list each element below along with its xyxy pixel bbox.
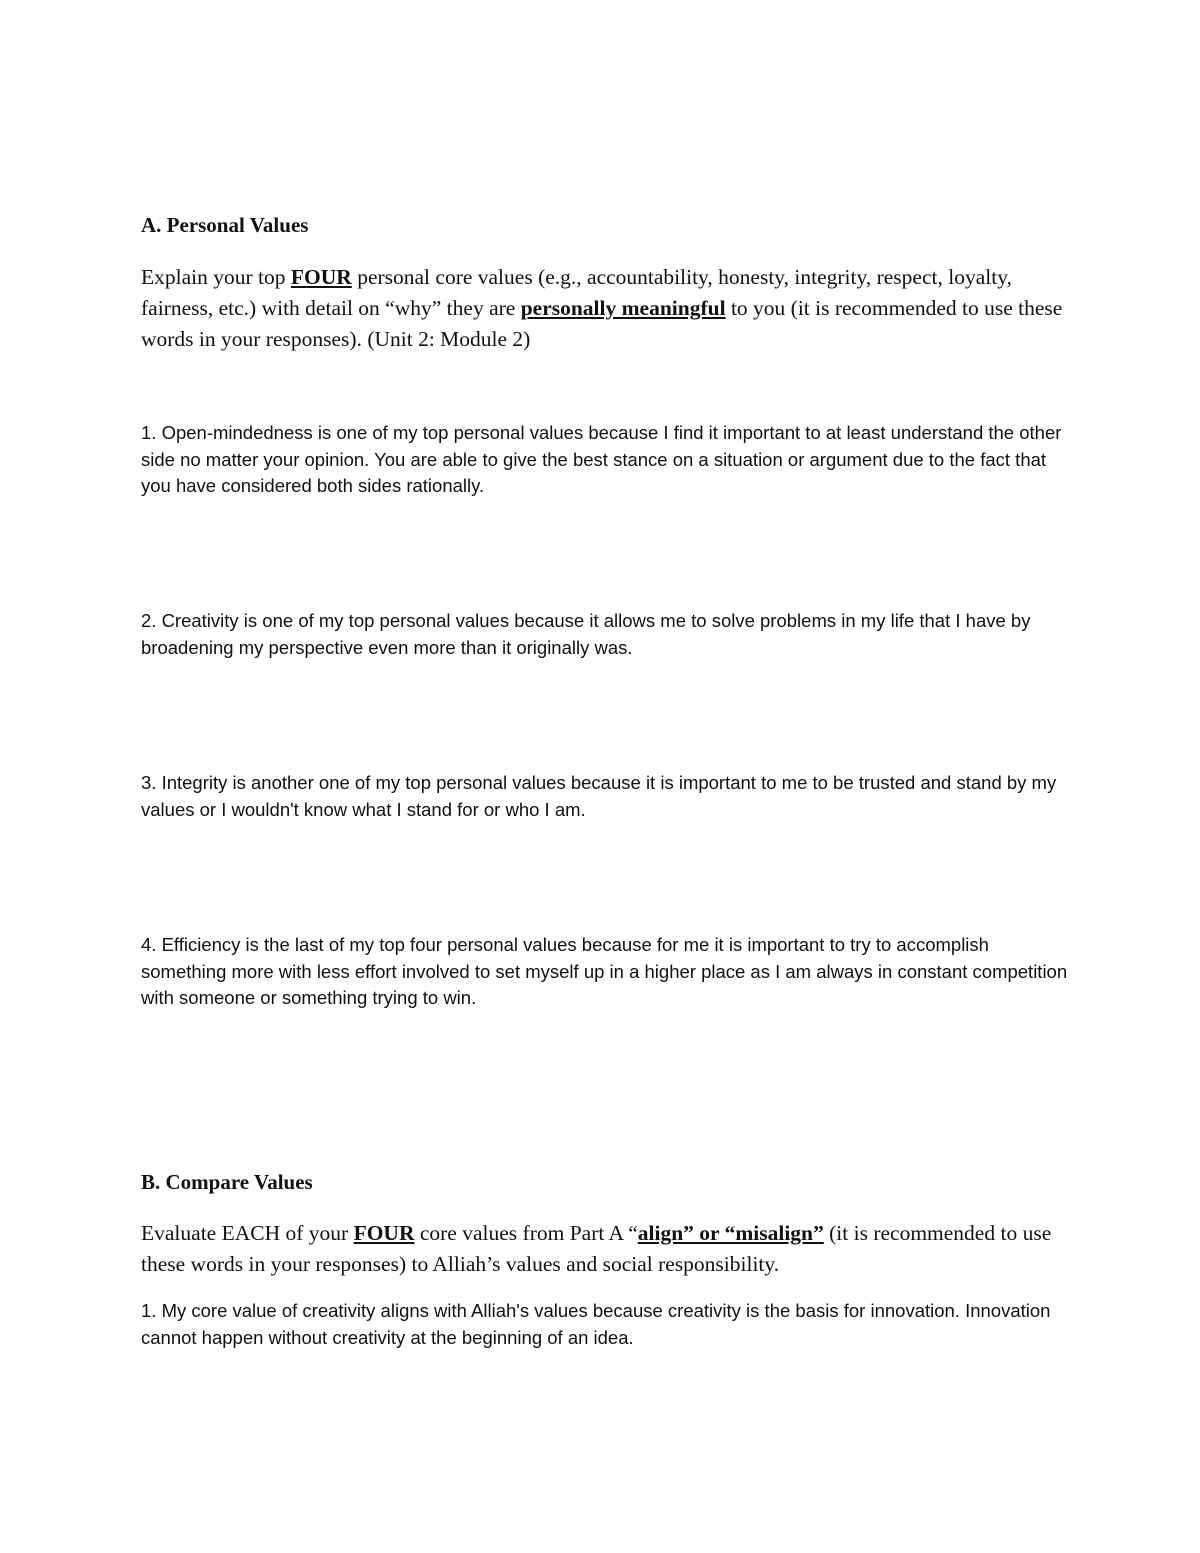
section-a-prompt-text-1: Explain your top xyxy=(141,265,291,289)
section-a-heading: A. Personal Values xyxy=(141,213,309,237)
section-b-prompt xyxy=(141,1218,1081,1280)
section-a-prompt-text-2: personal core values (e.g., accountability, honesty, integrity, respect, loyalty, fairness, etc.) with detail on “why” they are xyxy=(141,265,1012,320)
section-b-answer-1: 1. My core value of creativity aligns with Alliah's values because creativity is the basis for innovation. Innovation cannot happen without creativity at the beginning of an idea. xyxy=(141,1300,1051,1348)
section-b-prompt-emphasis-align: align” or “misalign” xyxy=(637,1221,824,1245)
section-a-answer-2: 2. Creativity is one of my top personal values because it allows me to solve problems in my life that I have by broadening my perspective even more than it originally was. xyxy=(141,610,1031,658)
section-a-prompt-emphasis-four: FOUR xyxy=(290,265,352,289)
section-a-answer-4: 4. Efficiency is the last of my top four personal values because for me it is important to try to accomplish something more with less effort involved to set myself up in a higher place as I am always in constant competition with someone or something trying to win. xyxy=(141,934,1068,1008)
section-b-heading: B. Compare Values xyxy=(141,1170,313,1194)
section-b-prompt-text-1: Evaluate EACH of your xyxy=(141,1221,354,1245)
section-b-prompt-text-3: (it is recommended to use these words in your responses) to Alliah’s values and social responsibility. xyxy=(141,1221,1052,1276)
section-b-prompt-emphasis-four: FOUR xyxy=(353,1221,415,1245)
section-a-prompt xyxy=(141,262,1081,355)
section-a-prompt-text-3: to you (it is recommended to use these words in your responses). (Unit 2: Module 2) xyxy=(141,296,1063,351)
section-b-prompt-text-2: core values from Part A “ xyxy=(414,1221,638,1245)
section-a-answer-1: 1. Open-mindedness is one of my top personal values because I find it important to at least understand the other side no matter your opinion. You are able to give the best stance on a situation or argument due to the fact that you have considered both sides rationally. xyxy=(141,422,1062,496)
section-a-answer-3: 3. Integrity is another one of my top personal values because it is important to me to be trusted and stand by my values or I wouldn't know what I stand for or who I am. xyxy=(141,772,1057,820)
section-a-prompt-emphasis-meaningful: personally meaningful xyxy=(520,296,726,320)
